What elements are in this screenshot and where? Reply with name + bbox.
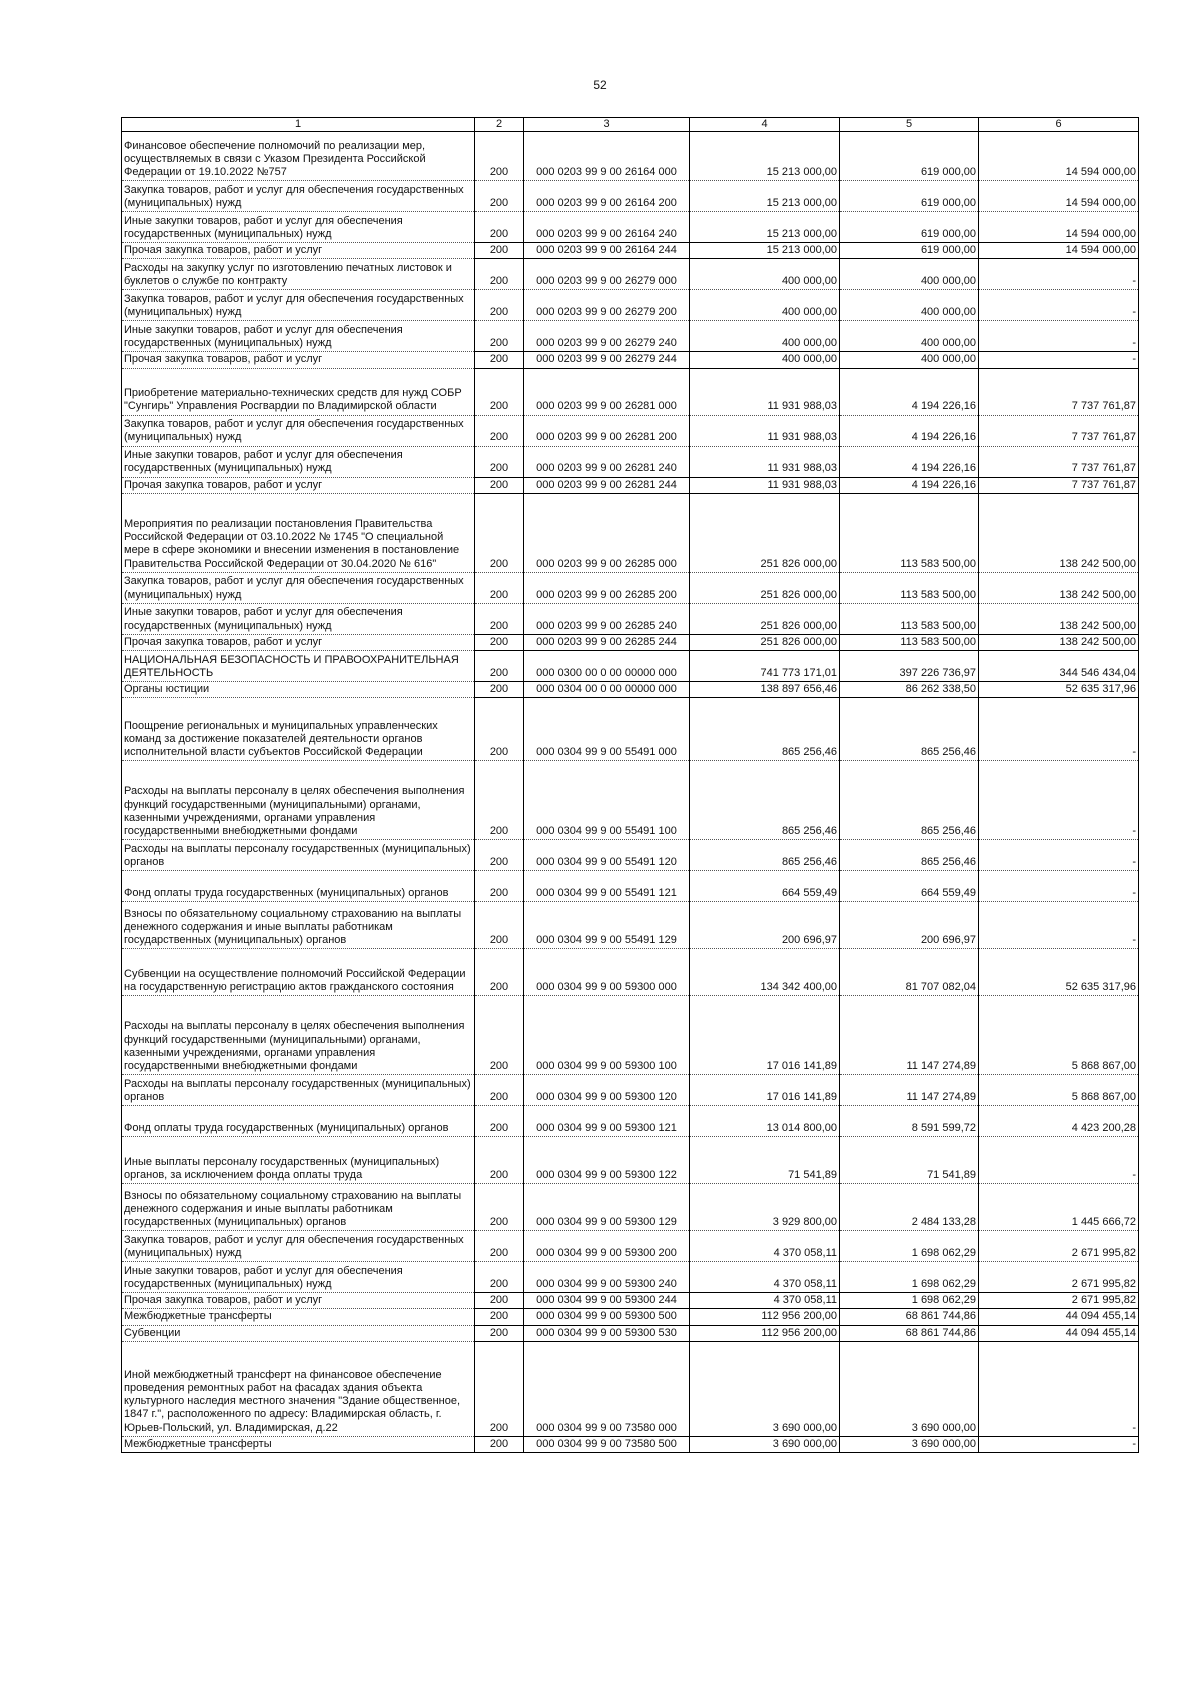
- row-col6: -: [979, 871, 1139, 902]
- row-code: 000 0304 99 9 00 59300 000: [524, 949, 690, 996]
- row-name: Взносы по обязательному социальному страхованию на выплаты денежного содержания и иные выплаты работникам государственных (муниципальных) органов: [122, 902, 475, 949]
- row-col6: 7 737 761,87: [979, 446, 1139, 477]
- row-g: 200: [475, 840, 524, 871]
- row-col5: 68 861 744,86: [840, 1309, 979, 1325]
- row-name: Закупка товаров, работ и услуг для обеспечения государственных (муниципальных) нужд: [122, 572, 475, 603]
- row-col6: 14 594 000,00: [979, 212, 1139, 243]
- row-name: Иные закупки товаров, работ и услуг для обеспечения государственных (муниципальных) нужд: [122, 603, 475, 634]
- row-name: Закупка товаров, работ и услуг для обеспечения государственных (муниципальных) нужд: [122, 290, 475, 321]
- row-col4: 134 342 400,00: [690, 949, 840, 996]
- row-g: 200: [475, 1293, 524, 1309]
- row-g: 200: [475, 446, 524, 477]
- row-col4: 138 897 656,46: [690, 681, 840, 697]
- row-col5: 3 690 000,00: [840, 1341, 979, 1436]
- row-col4: 112 956 200,00: [690, 1325, 840, 1341]
- row-code: 000 0203 99 9 00 26279 200: [524, 290, 690, 321]
- row-col6: 138 242 500,00: [979, 603, 1139, 634]
- row-name: Поощрение региональных и муниципальных управленческих команд за достижение показателей деятельности органов исполнительной власти субъектов Российской Федерации: [122, 698, 475, 761]
- row-col6: 344 546 434,04: [979, 650, 1139, 681]
- column-header: 5: [840, 118, 979, 132]
- row-col5: 2 484 133,28: [840, 1184, 979, 1231]
- row-code: 000 0304 99 9 00 59300 122: [524, 1137, 690, 1184]
- row-col5: 71 541,89: [840, 1137, 979, 1184]
- row-col6: 44 094 455,14: [979, 1309, 1139, 1325]
- row-g: 200: [475, 603, 524, 634]
- table-row: [122, 477, 1139, 493]
- row-code: 000 0304 99 9 00 55491 129: [524, 902, 690, 949]
- table-row: [122, 634, 1139, 650]
- row-g: 200: [475, 1075, 524, 1106]
- row-name: Органы юстиции: [122, 681, 475, 697]
- table-row: [122, 871, 1139, 902]
- row-name: Фонд оплаты труда государственных (муниципальных) органов: [122, 1106, 475, 1137]
- row-name: Прочая закупка товаров, работ и услуг: [122, 477, 475, 493]
- row-col4: 200 696,97: [690, 902, 840, 949]
- row-col4: 11 931 988,03: [690, 368, 840, 415]
- table-row: [122, 1341, 1139, 1436]
- row-col4: 4 370 058,11: [690, 1262, 840, 1293]
- row-col5: 4 194 226,16: [840, 477, 979, 493]
- row-g: 200: [475, 698, 524, 761]
- table-row: [122, 493, 1139, 572]
- table-row: [122, 840, 1139, 871]
- table-row: [122, 1184, 1139, 1231]
- row-col5: 11 147 274,89: [840, 1075, 979, 1106]
- row-col4: 3 690 000,00: [690, 1436, 840, 1452]
- row-col5: 113 583 500,00: [840, 634, 979, 650]
- row-col4: 251 826 000,00: [690, 493, 840, 572]
- row-name: Расходы на выплаты персоналу в целях обеспечения выполнения функций государственными (муниципальными) органами, казенными учреждениями, органами управления государственными внебюджетными фондами: [122, 996, 475, 1075]
- row-code: 000 0203 99 9 00 26281 200: [524, 415, 690, 446]
- row-g: 200: [475, 1341, 524, 1436]
- row-col4: 741 773 171,01: [690, 650, 840, 681]
- row-g: 200: [475, 212, 524, 243]
- row-name: Иные закупки товаров, работ и услуг для обеспечения государственных (муниципальных) нужд: [122, 446, 475, 477]
- row-col5: 1 698 062,29: [840, 1262, 979, 1293]
- row-col5: 619 000,00: [840, 181, 979, 212]
- row-col6: 7 737 761,87: [979, 368, 1139, 415]
- row-col5: 400 000,00: [840, 259, 979, 290]
- row-col4: 400 000,00: [690, 290, 840, 321]
- row-col5: 86 262 338,50: [840, 681, 979, 697]
- row-col6: -: [979, 321, 1139, 352]
- column-header: 6: [979, 118, 1139, 132]
- row-col6: 5 868 867,00: [979, 996, 1139, 1075]
- table-row: [122, 949, 1139, 996]
- row-code: 000 0300 00 0 00 00000 000: [524, 650, 690, 681]
- row-name: Расходы на выплаты персоналу государственных (муниципальных) органов: [122, 840, 475, 871]
- page-number: 52: [593, 78, 607, 92]
- row-g: 200: [475, 1231, 524, 1262]
- row-g: 200: [475, 871, 524, 902]
- row-code: 000 0203 99 9 00 26279 244: [524, 352, 690, 368]
- row-col5: 113 583 500,00: [840, 493, 979, 572]
- table-row: [122, 1309, 1139, 1325]
- row-code: 000 0203 99 9 00 26281 240: [524, 446, 690, 477]
- row-code: 000 0304 99 9 00 59300 240: [524, 1262, 690, 1293]
- row-code: 000 0304 99 9 00 59300 129: [524, 1184, 690, 1231]
- row-col5: 397 226 736,97: [840, 650, 979, 681]
- row-code: 000 0304 00 0 00 00000 000: [524, 681, 690, 697]
- row-col4: 13 014 800,00: [690, 1106, 840, 1137]
- row-name: Закупка товаров, работ и услуг для обеспечения государственных (муниципальных) нужд: [122, 415, 475, 446]
- row-name: Иной межбюджетный трансферт на финансовое обеспечение проведения ремонтных работ на фасадах здания объекта культурного наследия местного значения "Здание общественное, 1847 г.", расположенного по адресу: Владимирская область, г. Юрьев-Польский, ул. Владимирская, д.22: [122, 1341, 475, 1436]
- table-row: [122, 1436, 1139, 1452]
- row-code: 000 0203 99 9 00 26285 244: [524, 634, 690, 650]
- row-col6: -: [979, 840, 1139, 871]
- row-col4: 251 826 000,00: [690, 603, 840, 634]
- row-col4: 251 826 000,00: [690, 572, 840, 603]
- table-row: [122, 290, 1139, 321]
- budget-table: [121, 117, 1139, 1453]
- row-name: Субвенции: [122, 1325, 475, 1341]
- row-name: Иные закупки товаров, работ и услуг для обеспечения государственных (муниципальных) нужд: [122, 1262, 475, 1293]
- row-code: 000 0304 99 9 00 55491 120: [524, 840, 690, 871]
- row-col6: -: [979, 761, 1139, 840]
- row-col5: 400 000,00: [840, 321, 979, 352]
- row-col6: 2 671 995,82: [979, 1231, 1139, 1262]
- row-col4: 112 956 200,00: [690, 1309, 840, 1325]
- row-name: Расходы на закупку услуг по изготовлению печатных листовок и буклетов о службе по контракту: [122, 259, 475, 290]
- row-col6: 4 423 200,28: [979, 1106, 1139, 1137]
- row-col5: 865 256,46: [840, 698, 979, 761]
- row-g: 200: [475, 181, 524, 212]
- row-code: 000 0304 99 9 00 59300 120: [524, 1075, 690, 1106]
- row-col6: -: [979, 698, 1139, 761]
- row-col5: 200 696,97: [840, 902, 979, 949]
- table-row: [122, 368, 1139, 415]
- row-col6: 2 671 995,82: [979, 1262, 1139, 1293]
- row-name: Мероприятия по реализации постановления Правительства Российской Федерации от 03.10.2022 № 1745 "О специальной мере в сфере экономики и внесении изменения в постановление Правительства Российской Федерации от 30.04.2020 № 616": [122, 493, 475, 572]
- row-g: 200: [475, 650, 524, 681]
- row-col4: 11 931 988,03: [690, 477, 840, 493]
- table-row: [122, 352, 1139, 368]
- row-g: 200: [475, 1436, 524, 1452]
- row-code: 000 0203 99 9 00 26281 000: [524, 368, 690, 415]
- row-g: 200: [475, 321, 524, 352]
- row-col6: -: [979, 1341, 1139, 1436]
- table-row: [122, 1137, 1139, 1184]
- row-col5: 11 147 274,89: [840, 996, 979, 1075]
- row-col5: 3 690 000,00: [840, 1436, 979, 1452]
- row-name: Субвенции на осуществление полномочий Российской Федерации на государственную регистрацию актов гражданского состояния: [122, 949, 475, 996]
- row-g: 200: [475, 634, 524, 650]
- row-col4: 11 931 988,03: [690, 446, 840, 477]
- column-header: 4: [690, 118, 840, 132]
- column-header: 3: [524, 118, 690, 132]
- row-name: Иные закупки товаров, работ и услуг для обеспечения государственных (муниципальных) нужд: [122, 321, 475, 352]
- row-col5: 400 000,00: [840, 352, 979, 368]
- row-col6: 7 737 761,87: [979, 477, 1139, 493]
- row-col4: 251 826 000,00: [690, 634, 840, 650]
- table-row: [122, 446, 1139, 477]
- row-name: Межбюджетные трансферты: [122, 1309, 475, 1325]
- table-row: [122, 1293, 1139, 1309]
- table-row: [122, 415, 1139, 446]
- row-g: 200: [475, 352, 524, 368]
- row-col6: 52 635 317,96: [979, 949, 1139, 996]
- row-code: 000 0304 99 9 00 59300 244: [524, 1293, 690, 1309]
- row-col6: -: [979, 902, 1139, 949]
- row-col4: 865 256,46: [690, 698, 840, 761]
- row-col5: 1 698 062,29: [840, 1293, 979, 1309]
- row-name: Прочая закупка товаров, работ и услуг: [122, 1293, 475, 1309]
- table-row: [122, 212, 1139, 243]
- row-name: Прочая закупка товаров, работ и услуг: [122, 352, 475, 368]
- row-g: 200: [475, 1137, 524, 1184]
- row-g: 200: [475, 477, 524, 493]
- row-name: Межбюджетные трансферты: [122, 1436, 475, 1452]
- row-col4: 865 256,46: [690, 840, 840, 871]
- row-col6: -: [979, 290, 1139, 321]
- row-g: 200: [475, 1184, 524, 1231]
- row-col6: 14 594 000,00: [979, 132, 1139, 181]
- row-col6: 138 242 500,00: [979, 634, 1139, 650]
- table-row: [122, 681, 1139, 697]
- row-col4: 17 016 141,89: [690, 996, 840, 1075]
- row-code: 000 0304 99 9 00 73580 000: [524, 1341, 690, 1436]
- row-name: Иные выплаты персоналу государственных (муниципальных) органов, за исключением фонда оплаты труда: [122, 1137, 475, 1184]
- row-col4: 4 370 058,11: [690, 1231, 840, 1262]
- row-col4: 400 000,00: [690, 259, 840, 290]
- row-code: 000 0304 99 9 00 59300 530: [524, 1325, 690, 1341]
- row-g: 200: [475, 996, 524, 1075]
- row-g: 200: [475, 681, 524, 697]
- row-code: 000 0203 99 9 00 26164 200: [524, 181, 690, 212]
- row-name: Прочая закупка товаров, работ и услуг: [122, 634, 475, 650]
- row-col5: 619 000,00: [840, 243, 979, 259]
- row-code: 000 0203 99 9 00 26164 244: [524, 243, 690, 259]
- table-row: [122, 650, 1139, 681]
- row-g: 200: [475, 572, 524, 603]
- row-col5: 865 256,46: [840, 761, 979, 840]
- row-col4: 865 256,46: [690, 761, 840, 840]
- row-col6: -: [979, 352, 1139, 368]
- row-code: 000 0203 99 9 00 26164 000: [524, 132, 690, 181]
- table-body: [122, 132, 1139, 1453]
- table-row: [122, 572, 1139, 603]
- table-row: [122, 996, 1139, 1075]
- table-row: [122, 321, 1139, 352]
- row-name: Расходы на выплаты персоналу государственных (муниципальных) органов: [122, 1075, 475, 1106]
- table-row: [122, 698, 1139, 761]
- table-row: [122, 1075, 1139, 1106]
- row-g: 200: [475, 493, 524, 572]
- row-name: Финансовое обеспечение полномочий по реализации мер, осуществляемых в связи с Указом Президента Российской Федерации от 19.10.2022 №757: [122, 132, 475, 181]
- row-col5: 865 256,46: [840, 840, 979, 871]
- row-col6: -: [979, 259, 1139, 290]
- row-col5: 113 583 500,00: [840, 572, 979, 603]
- row-col6: 1 445 666,72: [979, 1184, 1139, 1231]
- row-col4: 400 000,00: [690, 352, 840, 368]
- row-col6: 44 094 455,14: [979, 1325, 1139, 1341]
- row-name: Расходы на выплаты персоналу в целях обеспечения выполнения функций государственными (муниципальными) органами, казенными учреждениями, органами управления государственными внебюджетными фондами: [122, 761, 475, 840]
- row-code: 000 0203 99 9 00 26285 200: [524, 572, 690, 603]
- table-row: [122, 243, 1139, 259]
- row-g: 200: [475, 415, 524, 446]
- row-code: 000 0304 99 9 00 55491 000: [524, 698, 690, 761]
- row-col5: 619 000,00: [840, 132, 979, 181]
- table-row: [122, 259, 1139, 290]
- row-col4: 3 929 800,00: [690, 1184, 840, 1231]
- row-code: 000 0203 99 9 00 26279 000: [524, 259, 690, 290]
- table-row: [122, 181, 1139, 212]
- column-number-row: [122, 118, 1139, 132]
- row-g: 200: [475, 1309, 524, 1325]
- row-col6: 52 635 317,96: [979, 681, 1139, 697]
- row-g: 200: [475, 132, 524, 181]
- row-name: Иные закупки товаров, работ и услуг для обеспечения государственных (муниципальных) нужд: [122, 212, 475, 243]
- row-col4: 11 931 988,03: [690, 415, 840, 446]
- row-col5: 664 559,49: [840, 871, 979, 902]
- row-col6: 138 242 500,00: [979, 493, 1139, 572]
- row-col6: 138 242 500,00: [979, 572, 1139, 603]
- table-row: [122, 1325, 1139, 1341]
- row-col6: -: [979, 1137, 1139, 1184]
- row-col5: 113 583 500,00: [840, 603, 979, 634]
- table-row: [122, 1262, 1139, 1293]
- row-code: 000 0203 99 9 00 26279 240: [524, 321, 690, 352]
- row-code: 000 0304 99 9 00 55491 121: [524, 871, 690, 902]
- row-name: Прочая закупка товаров, работ и услуг: [122, 243, 475, 259]
- row-col6: 14 594 000,00: [979, 181, 1139, 212]
- table-row: [122, 603, 1139, 634]
- row-g: 200: [475, 761, 524, 840]
- row-g: 200: [475, 243, 524, 259]
- row-col5: 619 000,00: [840, 212, 979, 243]
- column-header: 1: [122, 118, 475, 132]
- row-code: 000 0203 99 9 00 26281 244: [524, 477, 690, 493]
- row-col4: 4 370 058,11: [690, 1293, 840, 1309]
- row-name: Закупка товаров, работ и услуг для обеспечения государственных (муниципальных) нужд: [122, 1231, 475, 1262]
- row-col6: 5 868 867,00: [979, 1075, 1139, 1106]
- row-g: 200: [475, 949, 524, 996]
- row-code: 000 0203 99 9 00 26164 240: [524, 212, 690, 243]
- row-col4: 15 213 000,00: [690, 212, 840, 243]
- row-name: Закупка товаров, работ и услуг для обеспечения государственных (муниципальных) нужд: [122, 181, 475, 212]
- row-col5: 4 194 226,16: [840, 368, 979, 415]
- row-col4: 400 000,00: [690, 321, 840, 352]
- row-g: 200: [475, 368, 524, 415]
- row-col5: 81 707 082,04: [840, 949, 979, 996]
- row-g: 200: [475, 259, 524, 290]
- row-col4: 71 541,89: [690, 1137, 840, 1184]
- row-col5: 400 000,00: [840, 290, 979, 321]
- row-col6: -: [979, 1436, 1139, 1452]
- row-code: 000 0203 99 9 00 26285 000: [524, 493, 690, 572]
- table-row: [122, 1106, 1139, 1137]
- row-name: Фонд оплаты труда государственных (муниципальных) органов: [122, 871, 475, 902]
- row-col4: 15 213 000,00: [690, 243, 840, 259]
- row-g: 200: [475, 290, 524, 321]
- row-code: 000 0304 99 9 00 59300 500: [524, 1309, 690, 1325]
- row-col5: 1 698 062,29: [840, 1231, 979, 1262]
- row-col4: 17 016 141,89: [690, 1075, 840, 1106]
- table-row: [122, 1231, 1139, 1262]
- column-header: 2: [475, 118, 524, 132]
- row-g: 200: [475, 1262, 524, 1293]
- row-code: 000 0304 99 9 00 73580 500: [524, 1436, 690, 1452]
- row-col6: 2 671 995,82: [979, 1293, 1139, 1309]
- row-name: НАЦИОНАЛЬНАЯ БЕЗОПАСНОСТЬ И ПРАВООХРАНИТЕЛЬНАЯ ДЕЯТЕЛЬНОСТЬ: [122, 650, 475, 681]
- row-col5: 4 194 226,16: [840, 415, 979, 446]
- table-row: [122, 902, 1139, 949]
- row-code: 000 0203 99 9 00 26285 240: [524, 603, 690, 634]
- row-col5: 68 861 744,86: [840, 1325, 979, 1341]
- row-col4: 664 559,49: [690, 871, 840, 902]
- row-col6: 7 737 761,87: [979, 415, 1139, 446]
- row-code: 000 0304 99 9 00 59300 100: [524, 996, 690, 1075]
- row-g: 200: [475, 902, 524, 949]
- table-row: [122, 132, 1139, 181]
- row-name: Приобретение материально-технических средств для нужд СОБР "Сунгирь" Управления Росгвардии по Владимирской области: [122, 368, 475, 415]
- row-code: 000 0304 99 9 00 59300 200: [524, 1231, 690, 1262]
- row-col4: 3 690 000,00: [690, 1341, 840, 1436]
- row-name: Взносы по обязательному социальному страхованию на выплаты денежного содержания и иные выплаты работникам государственных (муниципальных) органов: [122, 1184, 475, 1231]
- row-col5: 4 194 226,16: [840, 446, 979, 477]
- row-col5: 8 591 599,72: [840, 1106, 979, 1137]
- row-col4: 15 213 000,00: [690, 181, 840, 212]
- row-col4: 15 213 000,00: [690, 132, 840, 181]
- row-g: 200: [475, 1106, 524, 1137]
- row-code: 000 0304 99 9 00 55491 100: [524, 761, 690, 840]
- row-g: 200: [475, 1325, 524, 1341]
- row-code: 000 0304 99 9 00 59300 121: [524, 1106, 690, 1137]
- table-row: [122, 761, 1139, 840]
- row-col6: 14 594 000,00: [979, 243, 1139, 259]
